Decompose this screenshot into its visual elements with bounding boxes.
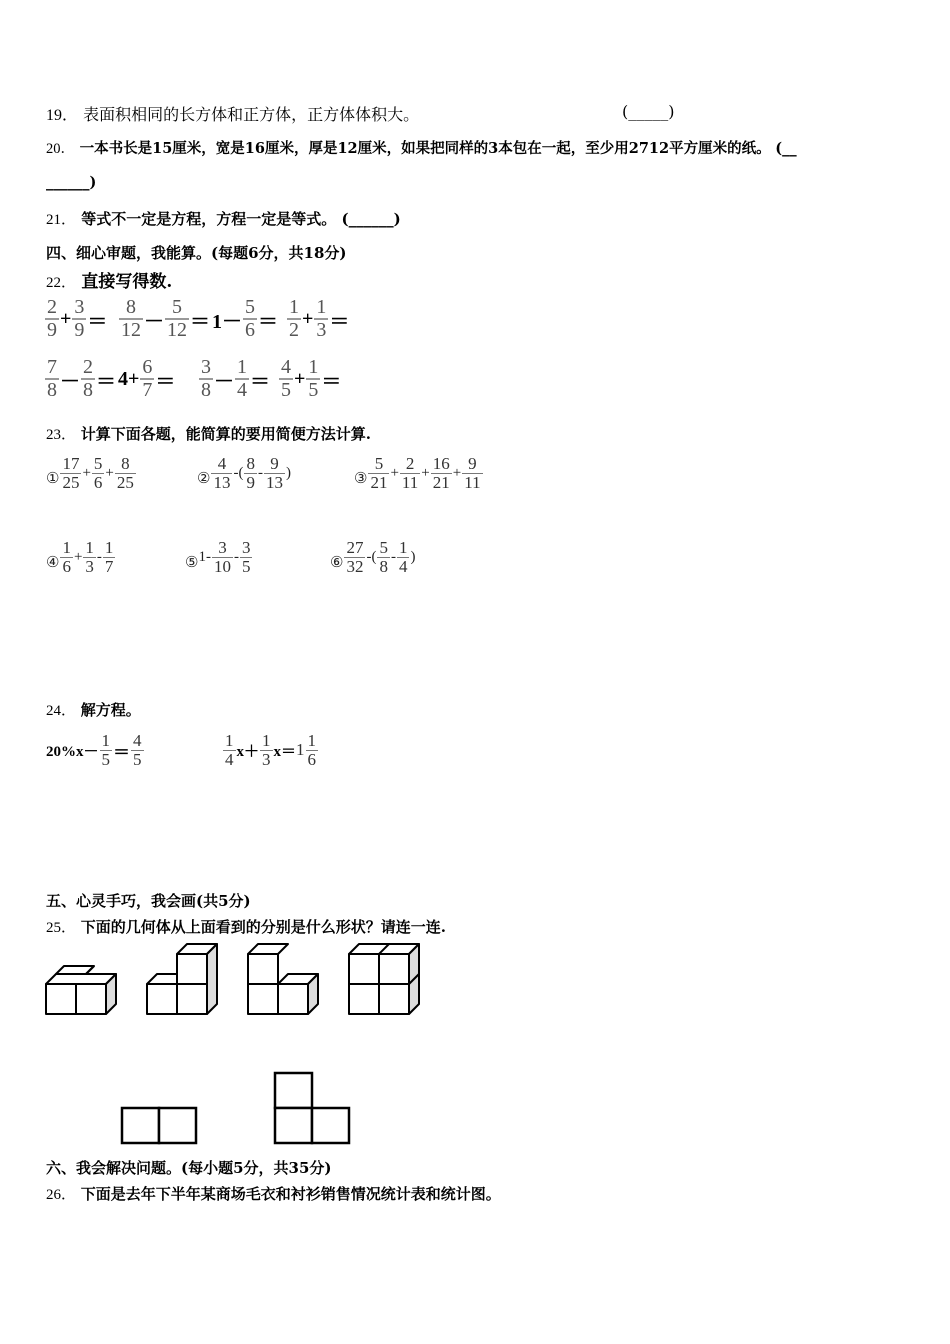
fraction: 5 12 — [167, 296, 187, 341]
fraction: 3 10 — [213, 538, 231, 576]
q25-number: 25． — [46, 920, 77, 936]
fraction: 8 25 — [116, 454, 134, 492]
solid-figure-2 — [147, 944, 217, 1014]
q22-row-2-item-2: 4+ 6 7 ＝ — [118, 356, 176, 401]
q21-text: 等式不一定是方程，方程一定是等式。 — [81, 210, 337, 228]
fraction: 3 9 — [74, 296, 85, 341]
fraction: 1 4 — [225, 731, 234, 769]
fraction: 1 3 — [316, 296, 327, 341]
q24-equation-2: 1 4 x＋ 1 3 x＝ 1 1 6 — [225, 731, 317, 769]
question-19 — [46, 102, 419, 125]
fraction: 1 6 — [307, 731, 317, 769]
fraction: 1 2 — [289, 296, 299, 341]
solid-figure-3 — [248, 944, 318, 1014]
top-view-two-squares[interactable] — [122, 1108, 196, 1143]
fraction: 1 4 — [237, 356, 247, 401]
q20-text: 一本书长是15厘米，宽是16厘米，厚是12厘米，如果把同样的3本包在一起，至少用2712平方厘米的纸。 — [79, 140, 771, 157]
q19-answer-blank[interactable]: (_____) — [622, 102, 675, 121]
fraction: 8 12 — [121, 296, 141, 341]
q22-row-2-item-3: 3 8 － 1 4 ＝ — [201, 356, 270, 401]
q24-number: 24． — [46, 703, 77, 719]
q22-row-2: 7 8 － 2 8 ＝ — [47, 356, 116, 401]
fraction: 1 4 — [398, 538, 408, 576]
q22-row-1-item-3: 1－ 5 6 ＝ — [212, 296, 278, 341]
solid-figures — [40, 940, 430, 1024]
section-6-title: 六、我会解决问题。(每小题5分，共35分) — [46, 1159, 332, 1177]
q23-expr-3: ③ 5 21 + 2 11 + 16 21 + 9 11 — [354, 454, 481, 492]
q19-text: 表面积相同的长方体和正方体，正方体体积大。 — [83, 105, 420, 124]
question-22 — [46, 267, 172, 292]
fraction: 3 5 — [241, 538, 251, 576]
section-5-title: 五、心灵手巧，我会画(共5分) — [46, 892, 251, 910]
solid-figure-4 — [349, 944, 419, 1014]
fraction: 2 11 — [401, 454, 419, 492]
top-view-l-shape[interactable] — [275, 1073, 349, 1143]
question-25 — [46, 916, 446, 937]
q26-text: 下面是去年下半年某商场毛衣和衬衫销售情况统计表和统计图。 — [80, 1185, 501, 1203]
q23-expr-5: ⑤ 1- 3 10 - 3 5 — [185, 538, 251, 576]
q20-blank-start[interactable]: (__ — [775, 140, 797, 157]
fraction: 16 21 — [432, 454, 450, 492]
fraction: 27 32 — [346, 538, 364, 576]
question-21 — [46, 208, 401, 229]
q23-expr-6: ⑥ 27 32 - ( 5 8 - 1 4 ) — [330, 538, 416, 576]
fraction: 3 8 — [201, 356, 211, 401]
q20-number: 20． — [46, 141, 75, 157]
fraction: 1 5 — [101, 731, 111, 769]
q25-text: 下面的几何体从上面看到的分别是什么形状？请连一连. — [80, 918, 447, 936]
q26-number: 26． — [46, 1187, 77, 1203]
q23-expr-1: ① 17 25 + 5 6 + 8 25 — [46, 454, 134, 492]
fraction: 1 3 — [85, 538, 94, 576]
question-20 — [46, 137, 797, 158]
question-24 — [46, 699, 141, 720]
question-23 — [46, 423, 371, 444]
q23-number: 23． — [46, 427, 77, 443]
fraction: 7 8 — [47, 356, 57, 401]
q19-number: 19． — [46, 107, 79, 124]
fraction: 2 8 — [83, 356, 93, 401]
q22-number: 22． — [46, 275, 77, 291]
fraction: 4 5 — [281, 356, 291, 401]
fraction: 5 21 — [370, 454, 388, 492]
fraction: 4 5 — [133, 731, 142, 769]
fraction: 5 8 — [379, 538, 388, 576]
q21-number: 21． — [46, 212, 77, 228]
fraction: 5 6 — [245, 296, 255, 341]
fraction: 1 7 — [104, 538, 114, 576]
fraction: 17 25 — [62, 454, 80, 492]
fraction: 1 5 — [308, 356, 319, 401]
fraction: 2 9 — [47, 296, 57, 341]
q22-row-2-item-4: 4 5 + 1 5 ＝ — [281, 356, 342, 401]
q24-text: 解方程。 — [80, 701, 141, 719]
q23-text: 计算下面各题，能简算的要用简便方法计算. — [80, 425, 372, 443]
fraction: 1 3 — [262, 731, 271, 769]
fraction: 6 7 — [142, 356, 153, 401]
fraction: 9 13 — [265, 454, 283, 492]
q22-text: 直接写得数. — [81, 272, 173, 292]
q22-row-1-item-2: 8 12 － 5 12 ＝ — [121, 296, 210, 341]
fraction: 1 6 — [62, 538, 71, 576]
question-26 — [46, 1183, 501, 1204]
q22-row-1: 2 9 + 3 9 ＝ — [47, 296, 108, 341]
q23-expr-2: ② 4 13 - ( 8 9 - 9 13 ) — [197, 454, 291, 492]
fraction: 4 13 — [213, 454, 231, 492]
section-4-title: 四、细心审题，我能算。(每题6分，共18分) — [46, 244, 347, 262]
solid-figure-1 — [46, 966, 116, 1014]
q21-answer-blank[interactable]: (______) — [341, 210, 401, 228]
fraction: 9 11 — [464, 454, 481, 492]
q24-equation-1: 20%x－ 1 5 ＝ 4 5 — [46, 731, 142, 769]
q20-blank-end[interactable]: ______) — [46, 174, 97, 191]
top-views — [115, 1066, 360, 1150]
fraction: 8 9 — [246, 454, 255, 492]
q23-expr-4: ④ 1 6 + 1 3 - 1 7 — [46, 538, 114, 576]
fraction: 5 6 — [93, 454, 103, 492]
q22-row-1-item-4: 1 2 + 1 3 ＝ — [289, 296, 350, 341]
